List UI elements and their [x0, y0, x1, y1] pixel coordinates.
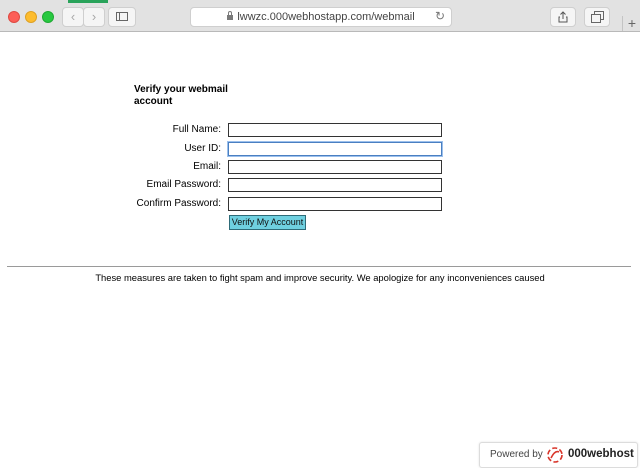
sidebar-icon-divider [119, 12, 120, 21]
verify-account-button[interactable]: Verify My Account [229, 215, 306, 230]
forward-button[interactable] [83, 7, 105, 27]
full-name-label: Full Name: [172, 124, 221, 135]
full-name-input[interactable] [228, 123, 442, 137]
sidebar-button[interactable] [108, 7, 136, 27]
email-password-input[interactable] [228, 178, 442, 192]
sidebar-icon [116, 12, 128, 21]
address-bar[interactable] [190, 7, 452, 27]
email-label: Email: [193, 161, 221, 172]
powered-by-label: Powered by [490, 449, 543, 460]
forward-icon: › [91, 9, 97, 24]
browser-toolbar [0, 0, 640, 32]
confirm-password-label: Confirm Password: [136, 198, 221, 209]
url-text: lwwzc.000webhostapp.com/webmail [237, 11, 415, 23]
back-button[interactable] [62, 7, 84, 27]
lock-icon [227, 15, 233, 20]
share-icon [558, 11, 568, 23]
reload-icon[interactable]: ↻ [434, 9, 445, 23]
confirm-password-input[interactable] [228, 197, 442, 211]
user-id-input[interactable] [228, 142, 442, 156]
email-password-label: Email Password: [146, 179, 221, 190]
tabs-icon-front [591, 14, 601, 23]
user-id-label: User ID: [184, 143, 221, 154]
security-notice: These measures are taken to fight spam and improve security. We apologize for any inconveniences caused [95, 272, 545, 283]
powered-by-badge[interactable] [479, 442, 638, 468]
plus-icon: + [627, 15, 637, 31]
email-input[interactable] [228, 160, 442, 174]
divider [7, 266, 631, 267]
back-icon: ‹ [70, 9, 76, 24]
page-title: Verify your webmail account [134, 84, 228, 107]
tab-indicator [68, 0, 108, 3]
brand-name: 000webhost [568, 448, 634, 460]
show-tabs-button[interactable] [584, 7, 610, 27]
zoom-icon[interactable] [42, 11, 54, 23]
url-display[interactable] [191, 11, 451, 23]
share-button[interactable] [550, 7, 576, 27]
new-tab-button[interactable] [622, 16, 640, 31]
brand-logo-icon [546, 446, 564, 464]
minimize-icon[interactable] [25, 11, 37, 23]
close-icon[interactable] [8, 11, 20, 23]
